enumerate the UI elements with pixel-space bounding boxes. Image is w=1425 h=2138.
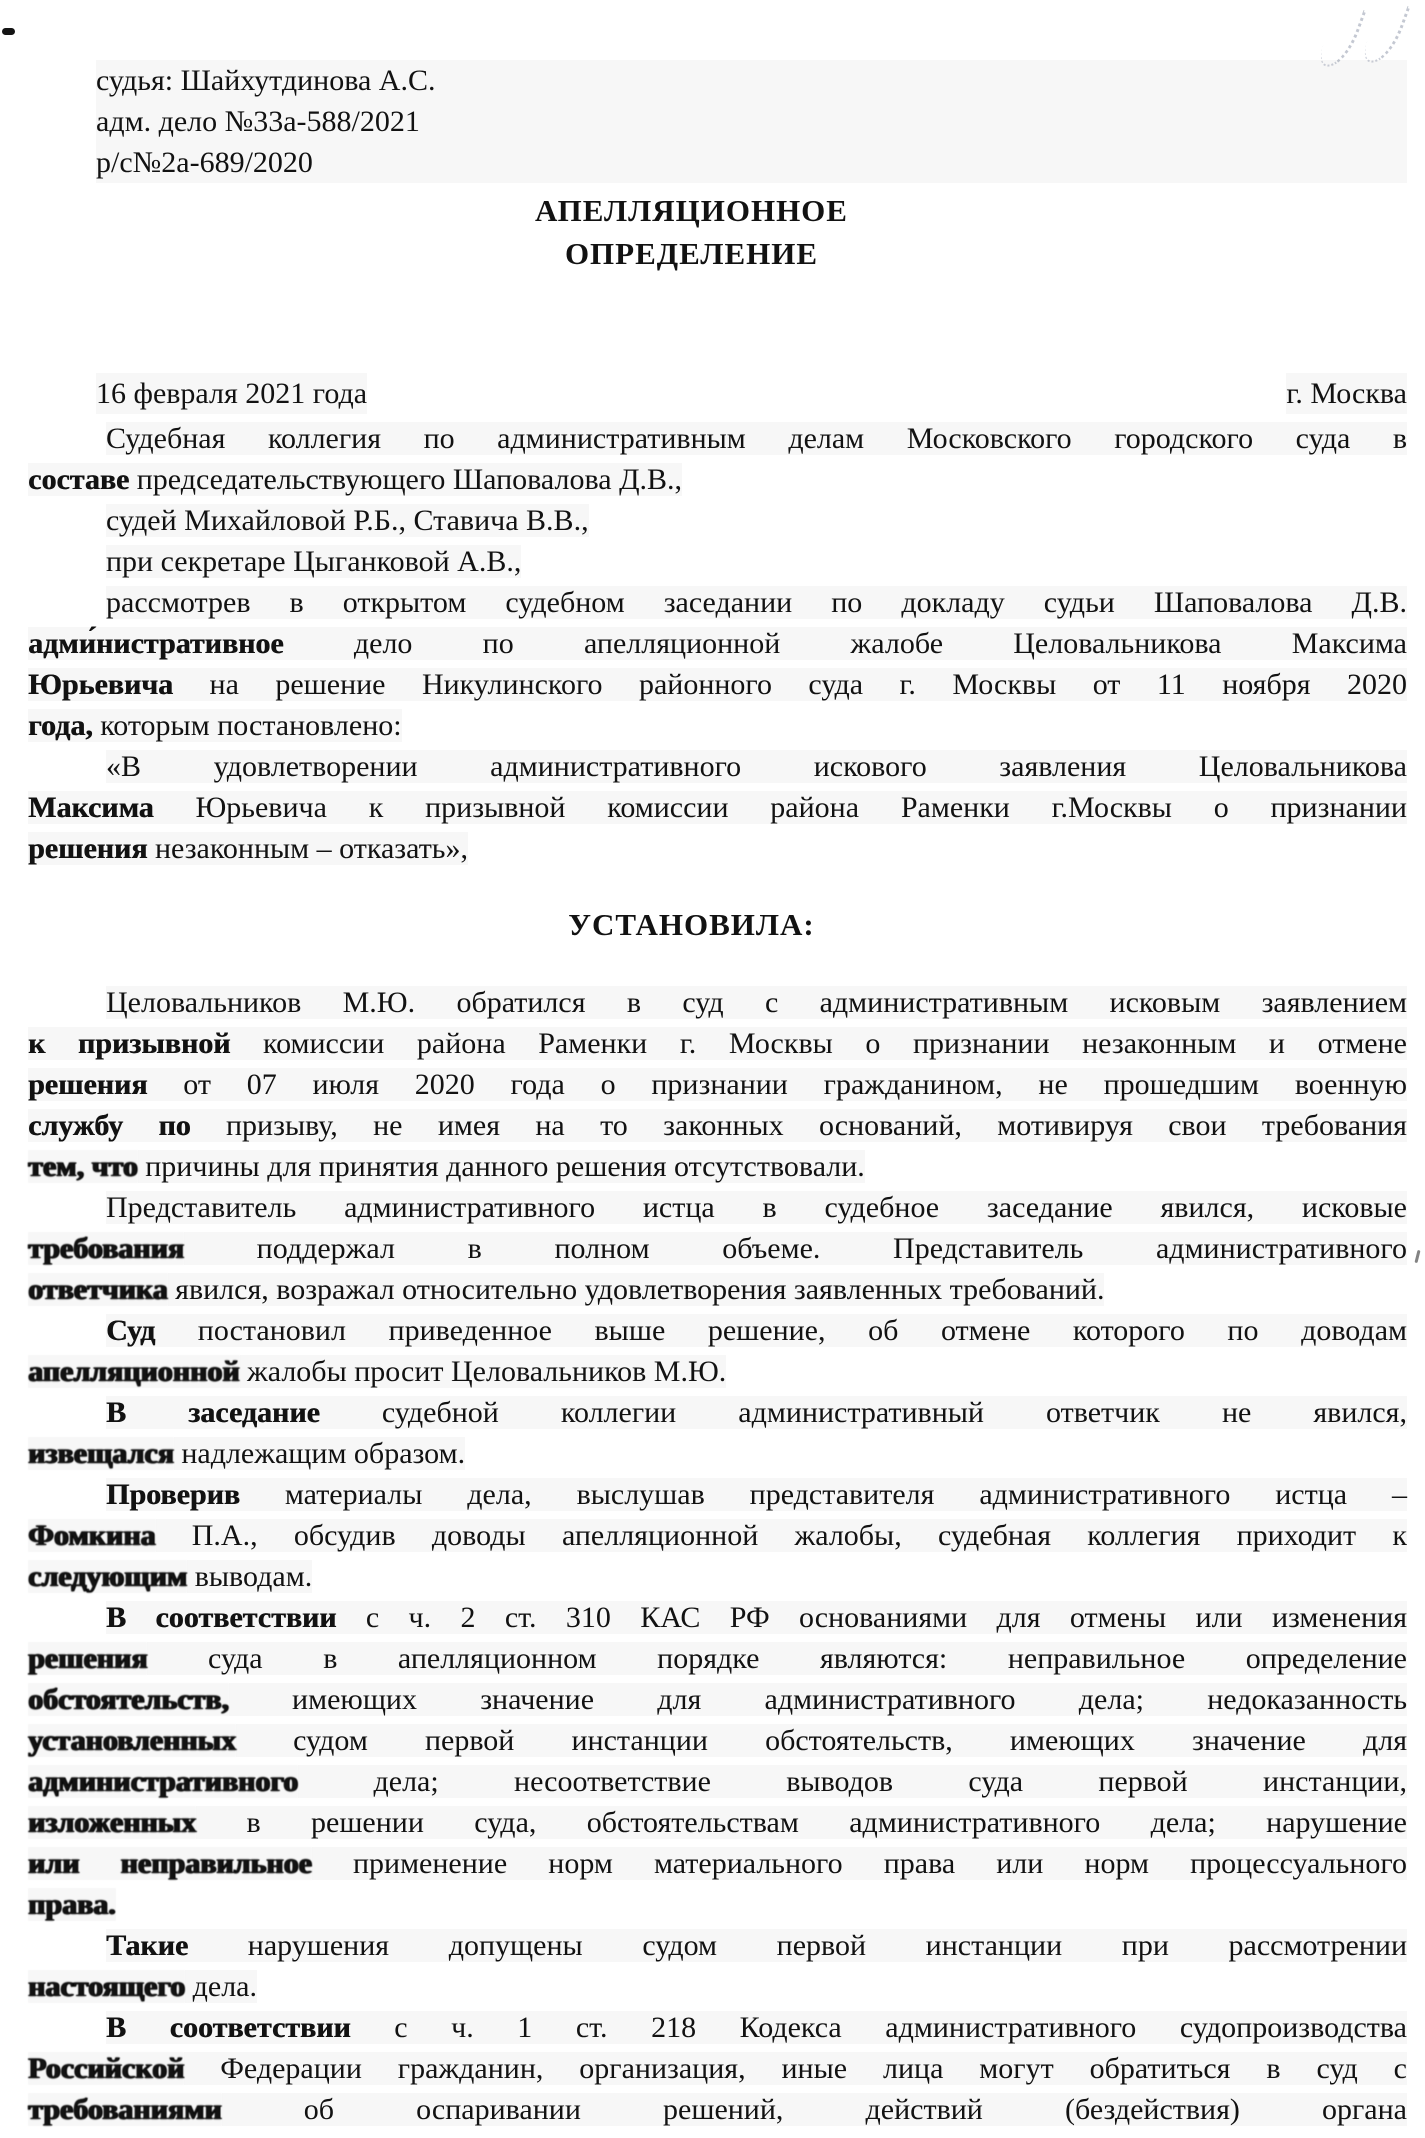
text-line — [28, 541, 1407, 582]
line-text: рассмотрев в открытом судебном заседании по докладу судьи Шаповалова Д.В. — [106, 586, 1407, 619]
line-text: председательствующего Шаповалова Д.В., — [129, 463, 683, 496]
line-text: Федерации гражданин, организация, иные лица могут обратиться в суд с — [184, 2052, 1407, 2085]
smudged-word: изложенных — [28, 1806, 197, 1839]
line-text: комиссии района Раменки г. Москвы о признании незаконным и отмене — [230, 1027, 1407, 1060]
document-content — [28, 0, 1407, 2130]
smudged-word: Такие — [106, 1929, 189, 1962]
line-text: явился, возражал относительно удовлетворения заявленных требований. — [167, 1273, 1105, 1306]
judge-line: судья: Шайхутдинова А.С. — [96, 60, 1407, 101]
smudged-word: обстоятельств, — [28, 1683, 229, 1716]
line-text: с ч. 1 ст. 218 Кодекса административного судопроизводства — [350, 2011, 1407, 2044]
case-number-line: адм. дело №33а-588/2021 — [96, 101, 1407, 142]
smudged-word: службу по — [28, 1109, 191, 1142]
text-line — [28, 664, 1407, 705]
smudged-word: Юрьевича — [28, 668, 174, 701]
smudged-word: Суд — [106, 1314, 156, 1347]
text-line — [28, 1843, 1407, 1884]
smudged-word: Фомкина — [28, 1519, 156, 1552]
text-line — [28, 1146, 1407, 1187]
text-line — [28, 2048, 1407, 2089]
smudged-word: права. — [28, 1888, 116, 1921]
text-line — [28, 1105, 1407, 1146]
first-instance-number-line: р/с№2а-689/2020 — [96, 142, 1407, 183]
text-line — [28, 1638, 1407, 1679]
smudged-word: составе — [28, 463, 130, 496]
line-text: дело по апелляционной жалобе Целовальникова Максима — [283, 627, 1407, 660]
smudged-word: тем, что — [28, 1150, 138, 1183]
line-text: судом первой инстанции обстоятельств, имеющих значение для — [235, 1724, 1407, 1757]
line-text: Юрьевича к призывной комиссии района Раменки г.Москвы о признании — [153, 791, 1407, 824]
text-line — [28, 1761, 1407, 1802]
text-line — [28, 1228, 1407, 1269]
text-line — [28, 1720, 1407, 1761]
text-line — [28, 2007, 1407, 2048]
smudged-word: Максима — [28, 791, 154, 824]
line-text: Судебная коллегия по административным делам Московского городского суда в — [106, 422, 1407, 455]
scan-artifact-dot — [2, 28, 15, 35]
smudged-word: Проверив — [106, 1478, 240, 1511]
line-text: «В удовлетворении административного искового заявления Целовальникова — [106, 750, 1407, 783]
text-line — [28, 1310, 1407, 1351]
text-line — [28, 1433, 1407, 1474]
smudged-word: В заседание — [106, 1396, 320, 1429]
title-line-1: АПЕЛЛЯЦИОННОЕ — [535, 193, 848, 228]
smudged-word: адми́нистративное — [28, 627, 284, 660]
text-line — [28, 1392, 1407, 1433]
line-text: при секретаре Цыганковой А.В., — [106, 545, 522, 578]
line-text: дела. — [185, 1970, 257, 2003]
smudged-word: к призывной — [28, 1027, 231, 1060]
line-text: об оспаривании решений, действий (бездействия) органа — [221, 2093, 1407, 2126]
line-text: постановил приведенное выше решение, об отмене которого по доводам — [155, 1314, 1407, 1347]
smudged-word: решения — [28, 1068, 148, 1101]
case-header — [96, 60, 1407, 183]
text-line — [28, 1679, 1407, 1720]
line-text: призыву, не имея на то законных оснований, мотивируя свои требования — [190, 1109, 1407, 1142]
smudged-word: извещался — [28, 1437, 174, 1470]
line-text: которым постановлено: — [92, 709, 402, 742]
line-text: выводам. — [187, 1560, 313, 1593]
intro-block — [28, 418, 1407, 869]
text-line — [28, 828, 1407, 869]
text-line — [28, 582, 1407, 623]
text-line — [28, 1925, 1407, 1966]
line-text: жалобы просит Целовальников М.Ю. — [239, 1355, 727, 1388]
line-text: надлежащим образом. — [173, 1437, 466, 1470]
line-text: незаконным – отказать», — [147, 832, 468, 865]
line-text: судей Михайловой Р.Б., Ставича В.В., — [106, 504, 589, 537]
smudged-word: установленных — [28, 1724, 236, 1757]
smudged-word: ответчика — [28, 1273, 168, 1306]
text-line — [28, 459, 1407, 500]
text-line — [28, 787, 1407, 828]
decision-date: 16 февраля 2021 года — [96, 373, 367, 414]
text-line — [28, 623, 1407, 664]
city: г. Москва — [1286, 373, 1407, 414]
text-line — [28, 1269, 1407, 1310]
text-line — [28, 1884, 1407, 1925]
text-line — [28, 1802, 1407, 1843]
body-block — [28, 982, 1407, 2130]
smudged-word: решения — [28, 1642, 148, 1675]
smudged-word: года, — [28, 709, 93, 742]
line-text: от 07 июля 2020 года о признании гражданином, не прошедшим военную — [147, 1068, 1407, 1101]
smudged-word: следующим — [28, 1560, 188, 1593]
text-line — [28, 1597, 1407, 1638]
document-title — [2, 189, 1381, 275]
smudged-word: настоящего — [28, 1970, 186, 2003]
smudged-word: требованиями — [28, 2093, 222, 2126]
text-line — [28, 1556, 1407, 1597]
text-line — [28, 1515, 1407, 1556]
line-text: материалы дела, выслушав представителя административного истца – — [239, 1478, 1407, 1511]
title-line-2: ОПРЕДЕЛЕНИЕ — [564, 236, 819, 271]
smudged-word: апелляционной — [28, 1355, 240, 1388]
text-line — [28, 1966, 1407, 2007]
line-text: на решение Никулинского районного суда г. Москвы от 11 ноября 2020 — [173, 668, 1407, 701]
line-text: причины для принятия данного решения отсутствовали. — [137, 1150, 865, 1183]
line-text: Представитель административного истца в судебное заседание явился, исковые — [106, 1191, 1407, 1224]
smudged-word: В соответствии — [106, 1601, 337, 1634]
smudged-word: решения — [28, 832, 148, 865]
line-text: дела; несоответствие выводов суда первой инстанции, — [298, 1765, 1407, 1798]
date-city-row — [28, 373, 1407, 414]
text-line — [28, 1187, 1407, 1228]
line-text: суда в апелляционном порядке являются: неправильное определение — [147, 1642, 1407, 1675]
text-line — [28, 746, 1407, 787]
line-text: применение норм материального права или норм процессуального — [311, 1847, 1407, 1880]
line-text: в решении суда, обстоятельствам административного дела; нарушение — [196, 1806, 1407, 1839]
smudged-word: требования — [28, 1232, 184, 1265]
line-text: нарушения допущены судом первой инстанции при рассмотрении — [188, 1929, 1407, 1962]
text-line — [28, 705, 1407, 746]
scan-artifact-stray-mark — [1414, 1250, 1420, 1263]
smudged-word: административного — [28, 1765, 299, 1798]
text-line — [28, 1023, 1407, 1064]
line-text: с ч. 2 ст. 310 КАС РФ основаниями для отмены или изменения — [336, 1601, 1408, 1634]
smudged-word: В соответствии — [106, 2011, 351, 2044]
smudged-word: Российской — [28, 2052, 185, 2085]
text-line — [28, 982, 1407, 1023]
section-heading: УСТАНОВИЛА: — [568, 907, 815, 942]
text-line — [28, 1351, 1407, 1392]
text-line — [28, 1064, 1407, 1105]
smudged-word: или неправильное — [28, 1847, 312, 1880]
text-line — [28, 2089, 1407, 2130]
text-line — [28, 500, 1407, 541]
line-text: поддержал в полном объеме. Представитель административного — [183, 1232, 1407, 1265]
line-text: судебной коллегии административный ответчик не явился, — [319, 1396, 1407, 1429]
line-text: Целовальников М.Ю. обратился в суд с административным исковым заявлением — [106, 986, 1407, 1019]
text-line — [28, 1474, 1407, 1515]
line-text: имеющих значение для административного дела; недоказанность — [228, 1683, 1407, 1716]
line-text: П.А., обсудив доводы апелляционной жалобы, судебная коллегия приходит к — [155, 1519, 1407, 1552]
text-line — [28, 418, 1407, 459]
